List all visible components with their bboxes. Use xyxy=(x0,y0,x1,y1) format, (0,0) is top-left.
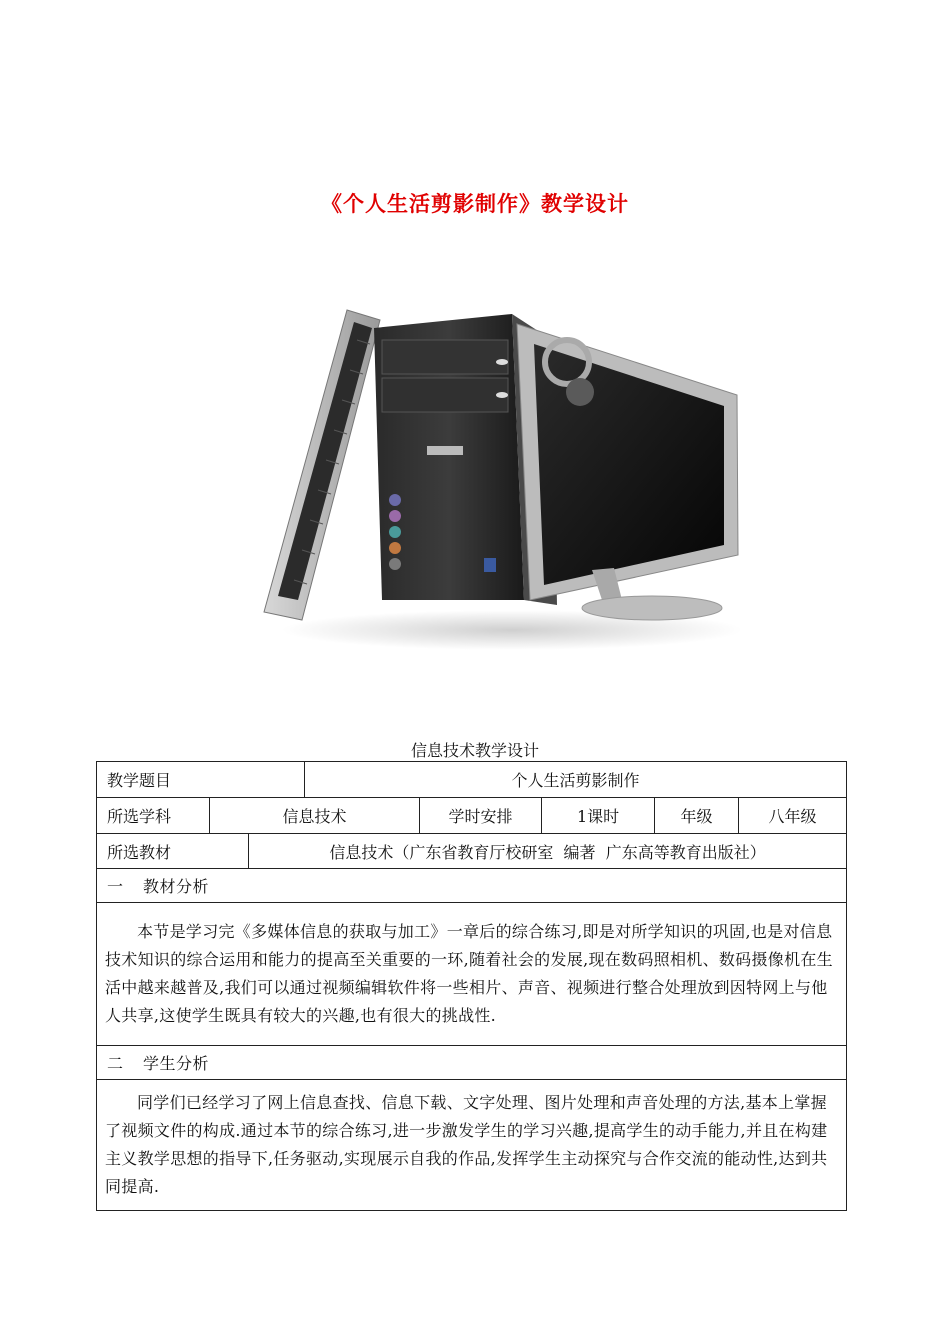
document-title: 《个人生活剪影制作》教学设计 xyxy=(321,191,629,216)
section-title: 学生分析 xyxy=(143,1054,210,1073)
keyboard-icon xyxy=(264,310,380,620)
textbook-label: 所选教材 xyxy=(97,834,249,869)
lesson-design-table xyxy=(96,761,847,1211)
section-heading-row xyxy=(97,869,847,903)
topic-value: 个人生活剪影制作 xyxy=(305,762,847,798)
topic-row xyxy=(97,762,847,798)
section-title: 教材分析 xyxy=(143,877,210,896)
section-number: 一 xyxy=(107,877,124,896)
computer-setup-photo xyxy=(262,300,742,655)
section-paragraph: 本节是学习完《多媒体信息的获取与加工》一章后的综合练习,即是对所学知识的巩固,也是对信息技术知识的综合运用和能力的提高至关重要的一环,随着社会的发展,现在数码照相机、数码摄像机在生活中越来越普及,我们可以通过视频编辑软件将一些相片、声音、视频进行整合处理放到因特网上与他人共享,这使学生既具有较大的兴趣,也有很大的挑战性. xyxy=(97,903,847,1046)
section-paragraph: 同学们已经学习了网上信息查找、信息下载、文字处理、图片处理和声音处理的方法,基本上掌握了视频文件的构成.通过本节的综合练习,进一步激发学生的学习兴趣,提高学生的动手能力,并且在构建主义教学思想的指导下,任务驱动,实现展示自我的作品,发挥学生主动探究与合作交流的能动性,达到共同提高. xyxy=(97,1080,847,1211)
subject-label: 所选学科 xyxy=(97,798,210,834)
hours-value: 1课时 xyxy=(542,798,655,834)
monitor-icon xyxy=(517,324,738,620)
section-body-row xyxy=(97,1080,847,1211)
subject-row xyxy=(97,798,847,834)
section-number: 二 xyxy=(107,1054,124,1073)
section-body-row xyxy=(97,903,847,1046)
subject-value: 信息技术 xyxy=(210,798,420,834)
table-caption: 信息技术教学设计 xyxy=(410,741,539,760)
textbook-value: 信息技术（广东省教育厅校研室 编著 广东高等教育出版社） xyxy=(249,834,847,869)
section-heading-row xyxy=(97,1046,847,1080)
hours-label: 学时安排 xyxy=(420,798,542,834)
topic-label: 教学题目 xyxy=(97,762,305,798)
grade-label: 年级 xyxy=(655,798,739,834)
grade-value: 八年级 xyxy=(739,798,847,834)
textbook-row xyxy=(97,834,847,869)
